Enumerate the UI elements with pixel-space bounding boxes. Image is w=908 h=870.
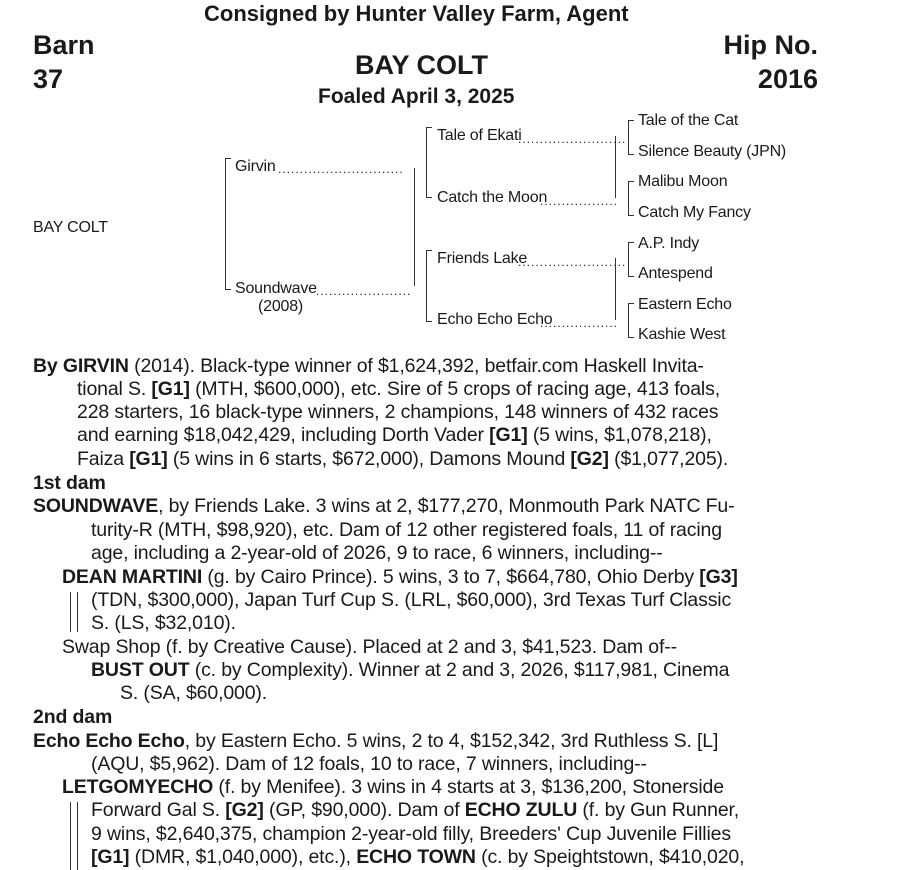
barn-number: 37 [33,64,64,94]
grade-badge: [G2] [570,448,609,470]
pedigree-dam-sire: Friends Lake [437,250,528,267]
second-dam-line: Echo Echo Echo, by Eastern Echo. 5 wins, 2 to 4, $152,342, 3rd Ruthless S. [L] [33,730,719,752]
g3-bracket-3 [628,242,634,277]
produce-line: 9 wins, $2,640,375, champion 2-year-old filly, Breeders' Cup Juvenile Fillies [91,823,731,845]
dam-leader: ...................... [316,284,412,298]
dam-dam-leader: .................. [540,316,619,330]
g3-ancestor: Catch My Fancy [638,204,751,221]
g3-bracket-4 [628,303,634,338]
page-title: BAY COLT [355,50,489,80]
produce-line: LETGOMYECHO (f. by Menifee). 3 wins in 4 starts at 3, $136,200, Stonerside [62,776,724,798]
grade-badge: [G3] [699,566,738,588]
sire-paragraph-line: By GIRVIN (2014). Black-type winner of $1,624,392, betfair.com Haskell Invita- [33,355,704,377]
hip-label: Hip No. [723,30,818,60]
g3-ancestor: Kashie West [638,326,726,343]
pedigree-subject: BAY COLT [33,219,108,236]
produce-rule [77,802,78,870]
pedigree-dam-dam: Echo Echo Echo [437,311,553,328]
sire-sire-leader: ......................... [518,132,627,146]
dam-parents-bracket [426,250,432,322]
sire-paragraph-line: 228 starters, 16 black-type winners, 2 champions, 148 winners of 432 races [77,401,719,423]
g3-bracket-2 [628,181,634,216]
sire-line-bar [414,168,415,286]
dam-name: SOUNDWAVE [33,495,159,517]
first-dam-heading: 1st dam [33,472,106,494]
second-dam-heading: 2nd dam [33,706,113,728]
produce-line: S. (SA, $60,000). [120,682,268,704]
consignor-line: Consigned by Hunter Valley Farm, Agent [204,1,629,26]
g3-ancestor: Eastern Echo [638,296,732,313]
produce-line: BUST OUT (c. by Complexity). Winner at 2 and 3, 2026, $117,981, Cinema [91,659,730,681]
pedigree-sire: Girvin [235,158,276,175]
grade-badge: [G1] [129,448,168,470]
sire-parents-bracket [426,127,432,198]
pedigree-dam: Soundwave [235,280,317,297]
produce-line: DEAN MARTINI (g. by Cairo Prince). 5 wins, 3 to 7, $664,780, Ohio Derby [G3] [62,566,738,588]
sire-name: By GIRVIN [33,355,129,377]
pedigree-sire-sire: Tale of Ekati [437,127,522,144]
dam-sire-leader: ......................... [518,255,627,269]
g3-ancestor: A.P. Indy [638,235,700,252]
grade-badge: [G1] [91,846,130,868]
g3-ancestor: Antespend [638,265,713,282]
produce-line: Forward Gal S. [G2] (GP, $90,000). Dam of ECHO ZULU (f. by Gun Runner, [91,799,740,821]
hip-number: 2016 [757,64,818,94]
horse-name: DEAN MARTINI [62,566,203,588]
grade-badge: [G1] [489,424,528,446]
g2-bar-1 [615,136,616,198]
dam-paragraph-line: SOUNDWAVE, by Friends Lake. 3 wins at 2, $177,270, Monmouth Park NATC Fu- [33,495,735,517]
sire-paragraph-line: tional S. [G1] (MTH, $600,000), etc. Sire of 5 crops of racing age, 413 foals, [77,378,720,400]
g3-bracket-1 [628,120,634,155]
horse-name: ECHO ZULU [464,799,578,821]
sire-leader: ............................. [278,162,404,176]
horse-name: LETGOMYECHO [62,776,214,798]
produce-rule [70,802,71,870]
sire-dam-leader: .................. [540,194,619,208]
produce-rule [77,592,78,632]
g2-bar-2 [615,258,616,320]
barn-label: Barn [33,30,95,60]
foaled-date: Foaled April 3, 2025 [318,85,515,108]
produce-line: Swap Shop (f. by Creative Cause). Placed at 2 and 3, $41,523. Dam of-- [62,636,677,658]
pedigree-sire-dam: Catch the Moon [437,189,548,206]
pedigree-dam-year: (2008) [258,298,304,315]
sire-paragraph-line: Faiza [G1] (5 wins in 6 starts, $672,000), Damons Mound [G2] ($1,077,205). [77,448,729,470]
produce-line: S. (LS, $32,010). [91,612,236,634]
second-dam-name: Echo Echo Echo [33,730,185,752]
grade-badge: [G1] [151,378,190,400]
produce-line: (TDN, $300,000), Japan Turf Cup S. (LRL, $60,000), 3rd Texas Turf Classic [91,589,732,611]
horse-name: BUST OUT [91,659,190,681]
grade-badge: [G2] [225,799,264,821]
dam-paragraph-line: turity-R (MTH, $98,920), etc. Dam of 12 other registered foals, 11 of racing [91,519,722,541]
g3-ancestor: Silence Beauty (JPN) [638,143,787,160]
produce-rule [70,592,71,632]
horse-name: ECHO TOWN [356,846,476,868]
sire-dam-bracket [225,158,231,290]
produce-line: [G1] (DMR, $1,040,000), etc.), ECHO TOWN (c. by Speightstown, $410,020, [91,846,745,868]
g3-ancestor: Tale of the Cat [638,112,739,129]
second-dam-line: (AQU, $5,962). Dam of 12 foals, 10 to race, 7 winners, including-- [91,753,647,775]
g3-ancestor: Malibu Moon [638,173,728,190]
dam-paragraph-line: age, including a 2-year-old of 2026, 9 to race, 6 winners, including-- [91,542,663,564]
sire-paragraph-line: and earning $18,042,429, including Dorth Vader [G1] (5 wins, $1,078,218), [77,424,712,446]
